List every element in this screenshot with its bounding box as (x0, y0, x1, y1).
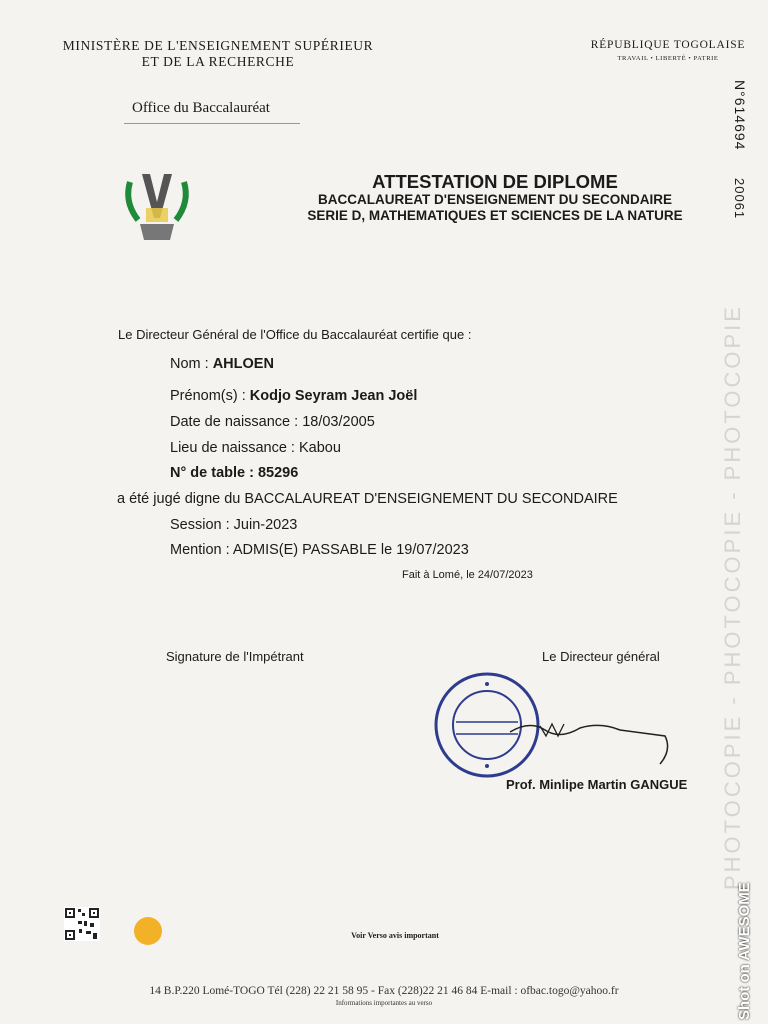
signature-impetrant-label: Signature de l'Impétrant (166, 649, 304, 664)
session-label: Session : (170, 517, 234, 533)
lieu-row (170, 440, 341, 456)
lieu-value: Kabou (298, 440, 341, 456)
gold-seal-icon (134, 917, 162, 945)
nom-label: Nom : (170, 356, 213, 372)
qr-code-icon (64, 907, 100, 941)
ministry-header (38, 38, 398, 70)
prenom-label: Prénom(s) : (170, 388, 250, 404)
serial-number: N°614694 (732, 80, 748, 151)
camera-watermark: Shot on AWESOME (736, 882, 753, 1020)
republic-header (578, 38, 758, 66)
serial-code: 20061 (732, 178, 747, 220)
directeur-label: Le Directeur général (542, 649, 660, 664)
table-number: N° de table : 85296 (170, 465, 299, 481)
document-title: ATTESTATION DE DIPLOME (372, 171, 618, 192)
naissance-label: Date de naissance : (170, 414, 303, 430)
republic-motto: TRAVAIL • LIBERTÉ • PATRIE (617, 55, 719, 62)
republic-name: RÉPUBLIQUE TOGOLAISE (590, 39, 746, 51)
ministry-line-2: ET DE LA RECHERCHE (141, 54, 295, 69)
photocopie-watermark: PHOTOCOPIE - PHOTOCOPIE - PHOTOCOPIE (720, 304, 745, 890)
document-subtitle-2: SERIE D, MATHEMATIQUES ET SCIENCES DE LA NATURE (307, 208, 683, 223)
nom-value: AHLOEN (212, 356, 274, 372)
footer-address: 14 B.P.220 Lomé-TOGO Tél (228) 22 21 58 95 - Fax (228)22 21 46 84 E-mail : ofbac.togo@yahoo.fr (149, 985, 619, 997)
lieu-label: Lieu de naissance : (170, 440, 299, 456)
director-name: Prof. Minlipe Martin GANGUE (506, 777, 688, 792)
ministry-line-1: MINISTÈRE DE L'ENSEIGNEMENT SUPÉRIEUR (62, 38, 374, 53)
mention-label: Mention : (170, 542, 233, 558)
juge-text: a été jugé digne du BACCALAUREAT D'ENSEIGNEMENT DU SECONDAIRE (117, 491, 618, 507)
session-row (170, 517, 297, 533)
verso-notice: Voir Verso avis important (351, 931, 439, 940)
mention-row (170, 542, 469, 558)
director-signature-icon (500, 700, 680, 770)
mention-date: le 19/07/2023 (380, 542, 469, 558)
title-block (230, 172, 760, 224)
footer-note: Informations importantes au verso (335, 999, 433, 1007)
document-subtitle-1: BACCALAUREAT D'ENSEIGNEMENT DU SECONDAIRE (318, 192, 672, 207)
prenom-row (170, 388, 417, 404)
nom-row (170, 356, 274, 372)
fait-a-text: Fait à Lomé, le 24/07/2023 (402, 569, 533, 581)
office-name: Office du Baccalauréat (132, 100, 270, 116)
naissance-row (170, 414, 375, 430)
naissance-value: 18/03/2005 (302, 414, 375, 430)
mention-value: ADMIS(E) PASSABLE (232, 542, 377, 558)
intro-text: Le Directeur Général de l'Office du Baccalauréat certifie que : (118, 327, 472, 342)
session-value: Juin-2023 (233, 517, 298, 533)
prenom-value: Kodjo Seyram Jean Joël (249, 388, 418, 404)
office-logo-icon (120, 162, 194, 244)
office-underline (124, 123, 300, 124)
